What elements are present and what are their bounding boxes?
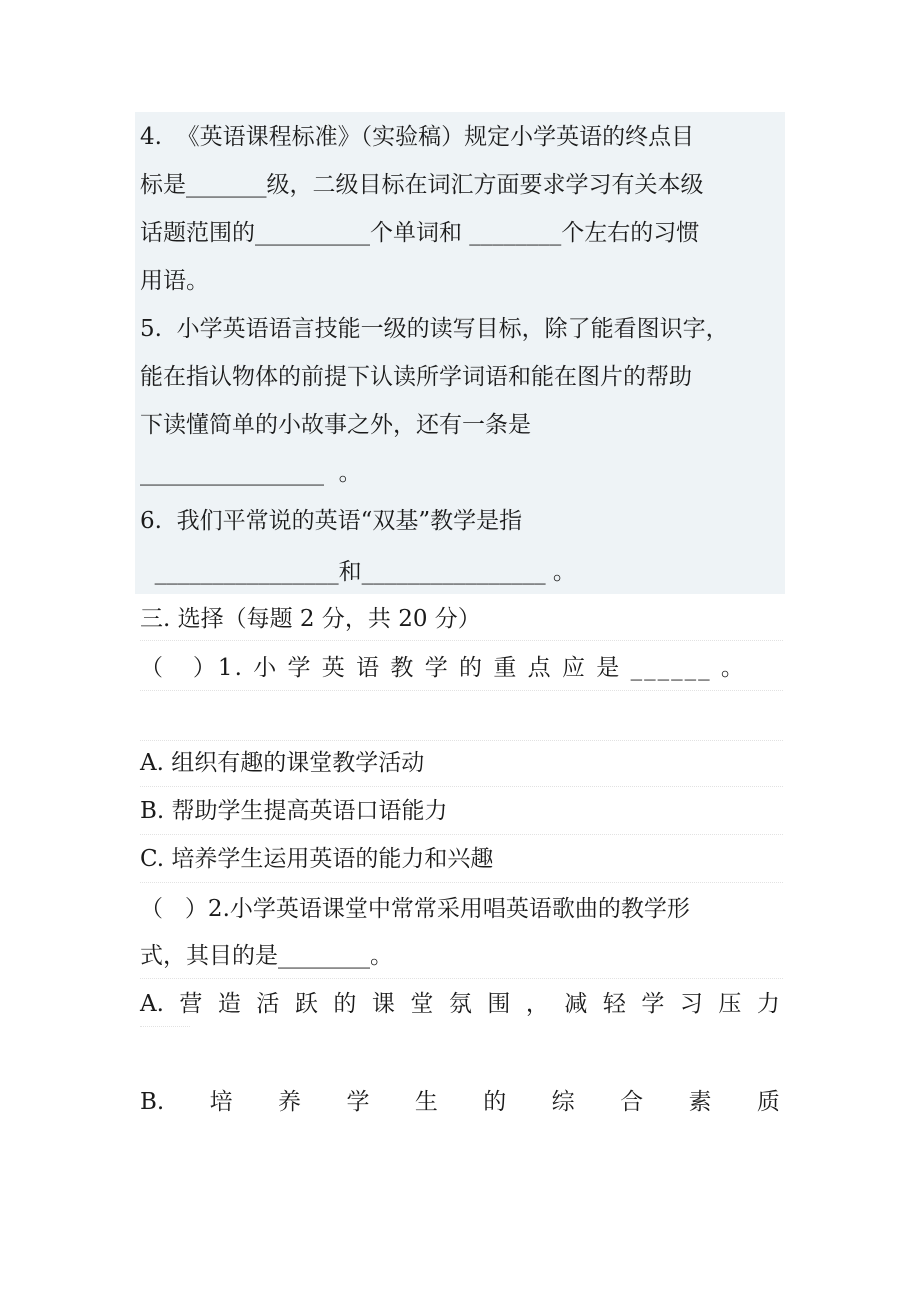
divider <box>140 786 783 787</box>
q6-line-2: ________________和________________ 。 <box>140 559 576 585</box>
option-b-char: 合 <box>620 1089 644 1115</box>
option-b-char: 生 <box>414 1089 438 1115</box>
option-a-char: 学 <box>641 991 665 1017</box>
choice-1-option-b: B. 帮助学生提高英语口语能力 <box>140 798 448 824</box>
divider <box>140 834 783 835</box>
option-a-char: 跃 <box>294 991 318 1017</box>
divider <box>140 978 783 979</box>
option-b-char: 学 <box>346 1089 370 1115</box>
option-a-char: 力 <box>756 991 780 1017</box>
option-b-char: B. <box>140 1089 165 1115</box>
q4-line-1: 4. 《英语课程标准》（实验稿）规定小学英语的终点目 <box>140 124 695 150</box>
option-a-char: 造 <box>217 991 241 1017</box>
q4-line-3: 话题范围的__________个单词和 ________个左右的习惯 <box>140 220 700 246</box>
choice-1-option-a: A. 组织有趣的课堂教学活动 <box>140 750 425 776</box>
q5-line-3: 下读懂简单的小故事之外，还有一条是 <box>140 412 531 438</box>
option-a-char: 氛 <box>448 991 472 1017</box>
choice-2-stem-line-1: （ ）2.小学英语课堂中常常采用唱英语歌曲的教学形 <box>140 896 690 922</box>
option-b-char: 素 <box>688 1089 712 1115</box>
option-a-char: 围 <box>487 991 511 1017</box>
choice-2-stem-line-2: 式，其目的是________。 <box>140 943 393 969</box>
option-b-char: 的 <box>483 1089 507 1115</box>
option-b-char: 培 <box>209 1089 233 1115</box>
q6-line-1: 6. 我们平常说的英语“双基”教学是指 <box>140 508 523 534</box>
choice-1-stem: （ ）1. 小 学 英 语 教 学 的 重 点 应 是 ______ 。 <box>140 655 746 681</box>
option-b-char: 养 <box>278 1089 302 1115</box>
option-a-char: 课 <box>371 991 395 1017</box>
divider <box>140 1026 190 1027</box>
q5-line-4: ________________ 。 <box>140 460 362 486</box>
option-a-char: 的 <box>333 991 357 1017</box>
option-b-char: 质 <box>756 1089 780 1115</box>
q5-line-2: 能在指认物体的前提下认读所学词语和能在图片的帮助 <box>140 364 692 390</box>
option-a-char: 轻 <box>602 991 626 1017</box>
option-a-char: A. <box>140 991 164 1017</box>
choice-1-option-c: C. 培养学生运用英语的能力和兴趣 <box>140 846 494 872</box>
section-3-heading: 三. 选择（每题 2 分，共 20 分） <box>140 606 481 632</box>
option-a-char: ， <box>525 991 549 1017</box>
q5-line-1: 5. 小学英语语言技能一级的读写目标，除了能看图识字， <box>140 316 729 342</box>
option-a-char: 营 <box>179 991 203 1017</box>
divider <box>140 640 783 641</box>
q4-line-4: 用语。 <box>140 268 209 294</box>
choice-2-option-b <box>140 1086 780 1118</box>
option-a-char: 压 <box>718 991 742 1017</box>
choice-2-option-a <box>140 988 780 1020</box>
divider <box>140 690 783 691</box>
option-a-char: 活 <box>256 991 280 1017</box>
divider <box>140 882 783 883</box>
option-a-char: 习 <box>679 991 703 1017</box>
divider <box>140 740 783 741</box>
option-a-char: 堂 <box>410 991 434 1017</box>
q4-line-2: 标是_______级，二级目标在词汇方面要求学习有关本级 <box>140 172 704 198</box>
option-a-char: 减 <box>564 991 588 1017</box>
option-b-char: 综 <box>551 1089 575 1115</box>
